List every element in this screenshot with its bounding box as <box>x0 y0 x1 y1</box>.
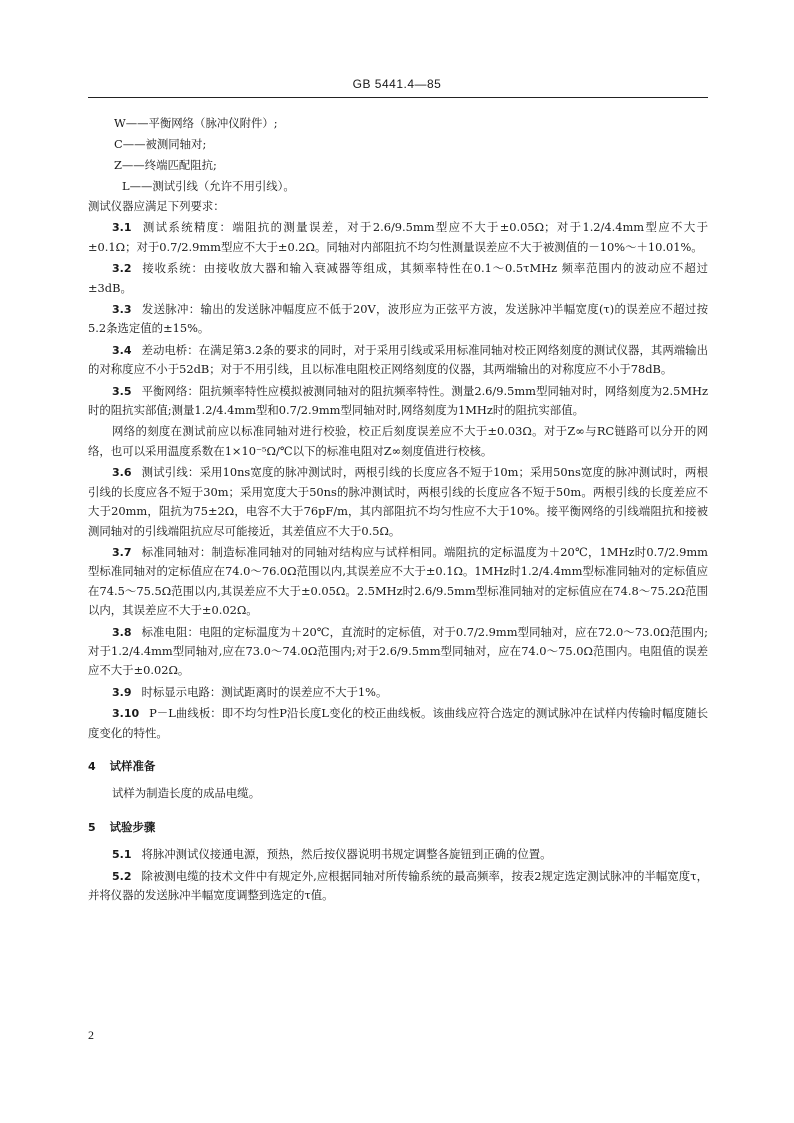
clause-number: 3.1 <box>112 221 132 235</box>
section-title: 试验步骤 <box>109 819 156 834</box>
clause-3-9 <box>88 683 708 702</box>
clause-text: 标准电阻：电阻的定标温度为＋20℃，直流时的定标值，对于0.7/2.9mm型同轴对，应在72.0～73.0Ω范围内;对于1.2/4.4mm型同轴对,应在73.0～74.0Ω范围内;对于2.6/9.5mm型同轴对，应在74.0～75.0Ω范围内。电阻值的误差应不大于±0.02Ω。 <box>88 624 708 678</box>
clause-number: 3.10 <box>112 707 140 721</box>
clause-3-6 <box>88 463 708 541</box>
clause-text: P－L曲线板：即不均匀性P沿长度L变化的校正曲线板。该曲线应符合选定的测试脉冲在试样内传输时幅度随长度变化的特性。 <box>88 706 708 740</box>
legend-item-w: W——平衡网络（脉冲仪附件）; <box>114 116 278 130</box>
legend-item-c: C——被测同轴对; <box>114 137 207 151</box>
section-4-heading <box>88 757 708 776</box>
legend-item-l: L——测试引线（允许不用引线）。 <box>122 179 295 193</box>
clause-number: 5.2 <box>112 869 132 883</box>
section-number: 5 <box>88 820 96 834</box>
clause-text: 除被测电缆的技术文件中有规定外,应根据同轴对所传输系统的最高频率，按表2规定选定测试脉冲的半幅宽度τ，并将仪器的发送脉冲半幅宽度调整到选定的τ值。 <box>88 868 708 902</box>
clause-text: 平衡网络：阻抗频率特性应模拟被测同轴对的阻抗频率特性。测量2.6/9.5mm型同轴对时，网络刻度为2.5MHz时的阻抗实部值;测量1.2/4.4mm型和0.7/2.9mm型同轴对时,网络刻度为1MHz时的阻抗实部值。 <box>88 383 708 418</box>
section-5-heading <box>88 818 708 837</box>
page-number: 2 <box>88 1028 94 1042</box>
clause-3-10 <box>88 704 708 743</box>
clause-number: 3.9 <box>112 685 132 699</box>
clause-number: 3.7 <box>112 545 132 559</box>
requirements-intro: 测试仪器应满足下列要求： <box>88 199 225 213</box>
clause-3-1 <box>88 218 708 257</box>
legend-item-z: Z——终端匹配阻抗; <box>114 158 217 172</box>
clause-text: 将脉冲测试仪接通电源，预热，然后按仪器说明书规定调整各旋钮到正确的位置。 <box>141 847 552 862</box>
section-number: 4 <box>88 759 96 773</box>
clause-number: 3.4 <box>112 343 132 357</box>
clause-3-8 <box>88 623 708 681</box>
clause-text: 接收系统：由接收放大器和输入衰减器等组成，其频率特性在0.1～0.5τMHz 频率范围内的波动应不超过±3dB。 <box>88 261 708 295</box>
header-divider <box>88 97 708 98</box>
document-body <box>88 113 708 905</box>
clause-3-2 <box>88 259 708 298</box>
clause-number: 5.1 <box>112 848 132 862</box>
clause-text: 差动电桥：在满足第3.2条的要求的同时，对于采用引线或采用标准同轴对校正网络刻度的测试仪器，其两端输出的对称度应不小于52dB；对于不用引线，且以标准电阻校正网络刻度的仪器，其两端输出的对称度应不小于78dB。 <box>88 342 708 377</box>
section-4-body: 试样为制造长度的成品电缆。 <box>112 786 261 801</box>
clause-5-2 <box>88 867 708 906</box>
clause-number: 3.3 <box>112 303 132 317</box>
clause-5-1 <box>88 845 708 864</box>
clause-text: 测试引线：采用10ns宽度的脉冲测试时，两根引线的长度应各不短于10m；采用50ns宽度的脉冲测试时，两根引线的长度应各不短于30m；采用宽度大于50ns的脉冲测试时，两根引线的长度应各不短于50m。两根引线的长度差应不大于20mm，阻抗为75±2Ω，电容不大于76pF/m，其内部阻抗不均匀性应不大于10%。接平衡网络的引线端阻抗和接被测同轴对的引线端阻抗应尽可能接近，其差值应不大于0.5Ω。 <box>88 465 708 538</box>
clause-number: 3.2 <box>112 262 132 276</box>
clause-3-7 <box>88 543 708 621</box>
clause-3-5 <box>88 382 708 421</box>
standard-number-header: GB 5441.4—85 <box>352 77 442 91</box>
clause-number: 3.8 <box>112 625 132 639</box>
clause-text: 标准同轴对：制造标准同轴对的同轴对结构应与试样相同。端阻抗的定标温度为＋20℃，1MHz时0.7/2.9mm型标准同轴对的定标值应在74.0～76.0Ω范围以内,其误差应不大于±0.1Ω。1MHz时1.2/4.4mm型标准同轴对的定标值应在74.5～75.5Ω范围以内,其误差应不大于±0.05Ω。2.5MHz时2.6/9.5mm型标准同轴对的定标值应在74.8～75.2Ω范围以内，其误差应不大于±0.02Ω。 <box>88 544 708 618</box>
clause-number: 3.6 <box>112 466 132 480</box>
clause-text: 时标显示电路：测试距离时的误差应不大于1%。 <box>141 684 388 699</box>
clause-text: 测试系统精度：端阻抗的测量误差，对于2.6/9.5mm型应不大于±0.05Ω；对于1.2/4.4mm型应不大于±0.1Ω；对于0.7/2.9mm型应不大于±0.2Ω。同轴对内部阻抗不均匀性测量误差应不大于被测值的－10%～＋10.01%。 <box>88 220 708 254</box>
clause-3-4 <box>88 341 708 380</box>
clause-number: 3.5 <box>112 384 132 398</box>
clause-3-3 <box>88 300 708 339</box>
section-title: 试样准备 <box>109 758 156 773</box>
clause-text: 发送脉冲：输出的发送脉冲幅度应不低于20V，波形应为正弦平方波，发送脉冲半幅宽度(τ)的误差应不超过按5.2条选定值的±15%。 <box>88 302 708 336</box>
clause-3-5-note: 网络的刻度在测试前应以标准同轴对进行校验，校正后刻度误差应不大于±0.03Ω。对于Z∞与RC链路可以分开的网络，也可以采用温度系数在1×10⁻⁵Ω/℃以下的标准电阻对Z∞刻度值进行校核。 <box>88 424 708 458</box>
figure-legend <box>88 113 708 197</box>
